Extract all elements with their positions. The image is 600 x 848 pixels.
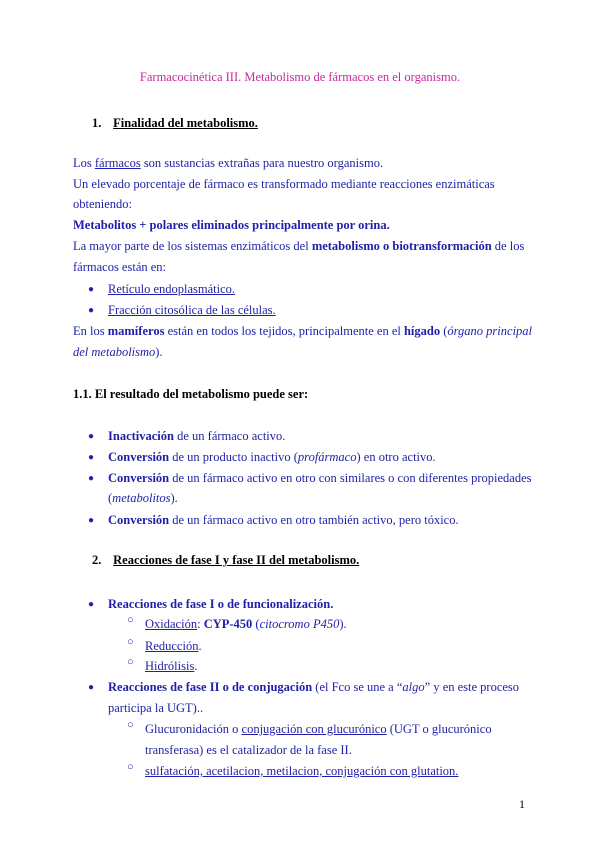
glucuronico-term: conjugación con glucurónico <box>241 722 387 736</box>
bullet-icon: ● <box>88 431 95 442</box>
text-fragment: ). <box>170 491 178 505</box>
italic-term: metabolitos <box>112 491 171 505</box>
paragraph-line: fármacos están en: <box>73 260 167 274</box>
section-2-number: 2. <box>92 553 102 567</box>
phase-1-item: Reacciones de fase I o de funcionalización. <box>108 597 334 611</box>
text-fragment: En los <box>73 324 108 338</box>
bold-term: Inactivación <box>108 429 174 443</box>
italic-term: profármaco <box>297 450 357 464</box>
text-fragment: de un producto inactivo ( <box>169 450 298 464</box>
section-1-heading <box>92 116 258 131</box>
bullet-icon: ● <box>88 515 95 526</box>
list-item: Fracción citosólica de las células. <box>108 303 276 317</box>
bullet-icon: ● <box>88 284 95 295</box>
paragraph-farmacos <box>73 153 383 174</box>
sub-list-item-continuation: transferasa) es el catalizador de la fase II. <box>145 743 352 757</box>
text-fragment: La mayor parte de los sistemas enzimáticos del <box>73 239 312 253</box>
text-fragment: ( <box>440 324 448 338</box>
bold-term: mamíferos <box>107 324 165 338</box>
text-fragment: ( <box>252 617 260 631</box>
hidrolisis-term: Hidrólisis <box>145 659 195 673</box>
bold-term: Reacciones de fase II o de conjugación <box>108 680 313 694</box>
section-2-title: Reacciones de fase I y fase II del metabolismo. <box>113 553 360 567</box>
circle-bullet-icon: ○ <box>127 614 134 626</box>
text-fragment: de los <box>491 239 525 253</box>
bold-term: metabolismo o biotransformación <box>311 239 492 253</box>
text-fragment: ” y en este proceso <box>424 680 520 694</box>
paragraph-line <box>73 236 524 257</box>
text-fragment: ( <box>108 491 113 505</box>
bullet-icon: ● <box>88 599 95 610</box>
text-fragment: ). <box>339 617 347 631</box>
bold-term: Conversión <box>108 513 170 527</box>
list-item <box>108 510 459 531</box>
text-fragment: Los <box>73 156 95 170</box>
list-item-continuation <box>108 488 178 509</box>
italic-term: del metabolismo <box>73 345 156 359</box>
text-fragment: de un fármaco activo. <box>173 429 286 443</box>
list-item <box>108 447 436 468</box>
sub-list-item <box>145 719 492 740</box>
list-item <box>108 426 285 447</box>
text-fragment: ). <box>155 345 163 359</box>
paragraph-line: Un elevado porcentaje de fármaco es transformado mediante reacciones enzimáticas <box>73 177 495 191</box>
section-1-1-heading: 1.1. El resultado del metabolismo puede ser: <box>73 387 309 401</box>
page-number: 1 <box>519 797 525 811</box>
circle-bullet-icon: ○ <box>127 636 134 648</box>
sub-list-item <box>145 656 197 677</box>
sub-list-item: sulfatación, acetilacion, metilacion, conjugación con glutation. <box>145 764 459 778</box>
circle-bullet-icon: ○ <box>127 656 134 668</box>
text-fragment: de un fármaco activo en otro con similares o con diferentes propiedades <box>169 471 532 485</box>
bold-term: hígado <box>403 324 441 338</box>
text-fragment: de un fármaco activo en otro también activo, pero tóxico. <box>169 513 459 527</box>
bullet-icon: ● <box>88 305 95 316</box>
list-item: Retículo endoplasmático. <box>108 282 236 296</box>
circle-bullet-icon: ○ <box>127 761 134 773</box>
oxidacion-term: Oxidación <box>145 617 198 631</box>
text-fragment: Glucuronidación o <box>145 722 242 736</box>
italic-term: algo <box>402 680 425 694</box>
bullet-icon: ● <box>88 682 95 693</box>
section-2-heading <box>92 553 359 568</box>
list-item <box>108 468 532 489</box>
text-fragment: . <box>194 659 198 673</box>
bullet-icon: ● <box>88 473 95 484</box>
section-1-number: 1. <box>92 116 102 130</box>
reduccion-term: Reducción <box>145 639 199 653</box>
text-fragment: : <box>197 617 204 631</box>
bold-term: Conversión <box>108 471 170 485</box>
text-fragment: están en todos los tejidos, principalmente en el <box>164 324 404 338</box>
phase-2-item <box>108 677 519 698</box>
italic-term: citocromo P450 <box>259 617 340 631</box>
section-1-title: Finalidad del metabolismo. <box>113 116 258 130</box>
text-fragment: ) en otro activo. <box>356 450 436 464</box>
circle-bullet-icon: ○ <box>127 719 134 731</box>
sub-list-item <box>145 614 347 635</box>
text-fragment: (el Fco se une a “ <box>312 680 403 694</box>
bold-term: CYP-450 <box>203 617 253 631</box>
farmacos-link: fármacos <box>94 156 141 170</box>
paragraph-line: obteniendo: <box>73 197 133 211</box>
text-fragment: . <box>198 639 202 653</box>
bold-term: Conversión <box>108 450 170 464</box>
sub-list-item <box>145 636 202 657</box>
metabolitos-statement: Metabolitos + polares eliminados principalmente por orina. <box>73 218 390 232</box>
paragraph-line <box>73 342 163 363</box>
phase-2-continuation: participa la UGT).. <box>108 701 204 715</box>
document-title: Farmacocinética III. Metabolismo de fármacos en el organismo. <box>139 70 461 84</box>
text-fragment: son sustancias extrañas para nuestro organismo. <box>140 156 384 170</box>
paragraph-line <box>73 321 532 342</box>
italic-term: órgano principal <box>447 324 533 338</box>
text-fragment: (UGT o glucurónico <box>386 722 492 736</box>
bullet-icon: ● <box>88 452 95 463</box>
